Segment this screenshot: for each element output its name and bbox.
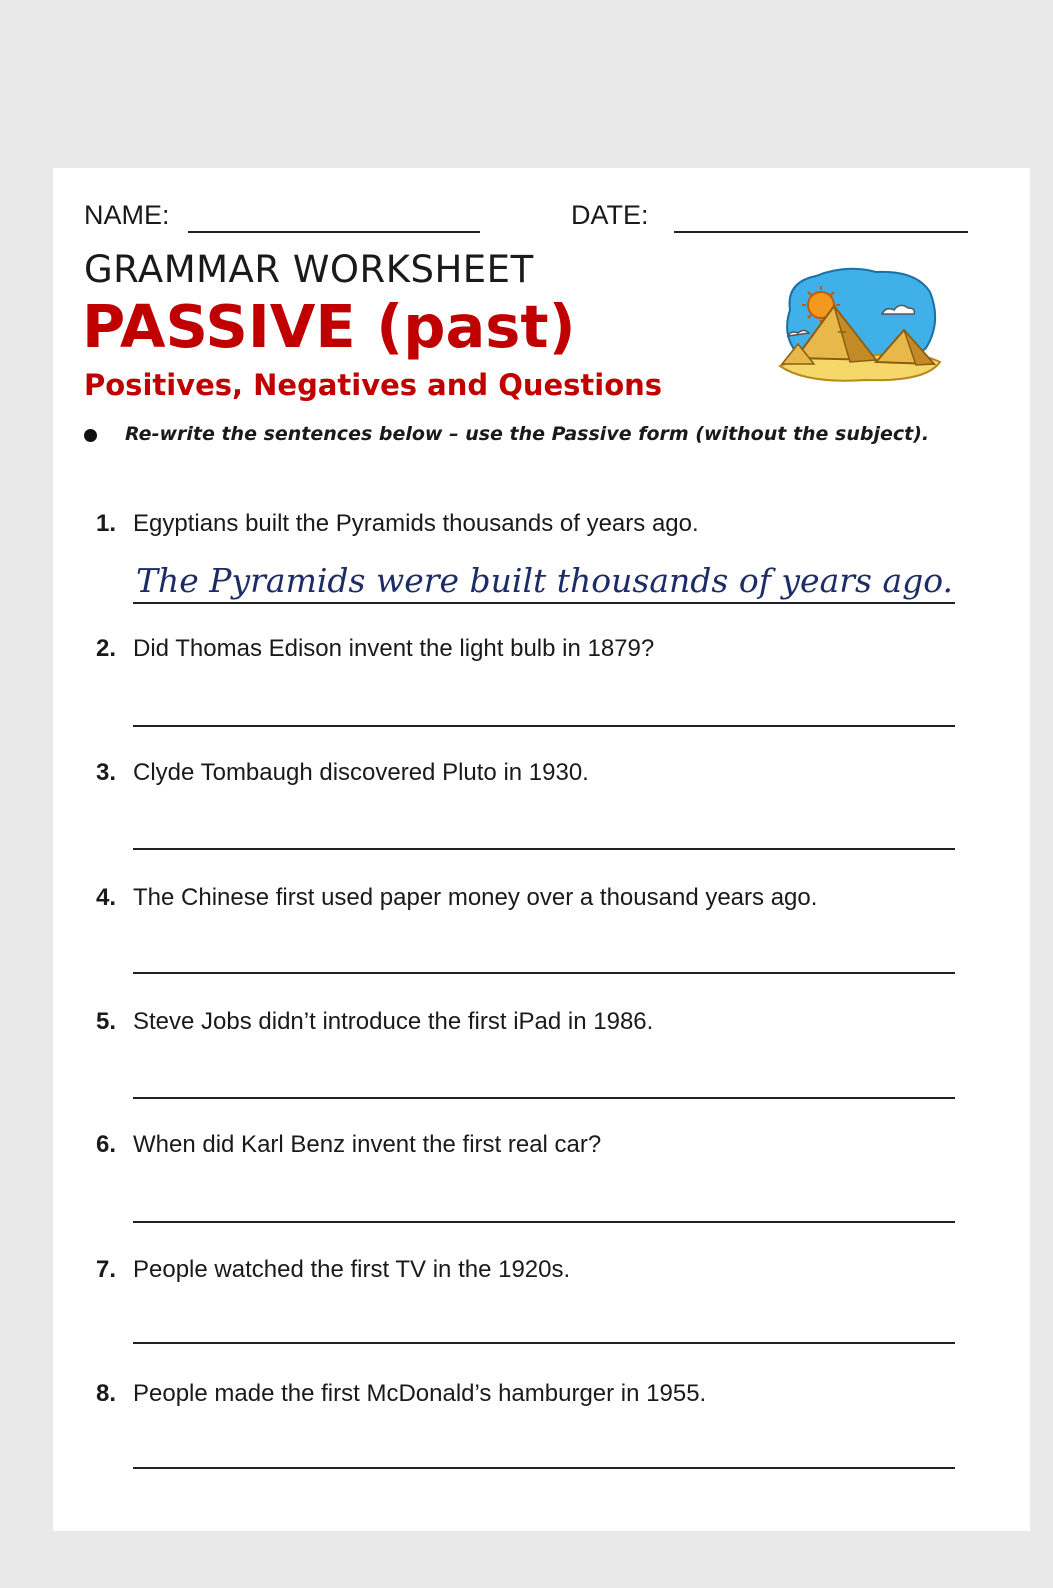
bullet-dot-icon <box>84 429 97 442</box>
main-title: PASSIVE (past) <box>82 292 576 361</box>
question-text: Steve Jobs didn’t introduce the first iPad in 1986. <box>133 1008 654 1035</box>
answer-line[interactable] <box>133 1342 955 1344</box>
question-number: 2. <box>96 635 117 662</box>
answer-line[interactable] <box>133 1097 955 1099</box>
question-text: Egyptians built the Pyramids thousands of years ago. <box>133 510 699 537</box>
answer-line[interactable] <box>133 725 955 727</box>
instruction <box>84 423 964 453</box>
subtitle: Positives, Negatives and Questions <box>84 368 663 402</box>
question-number: 6. <box>96 1131 117 1158</box>
header-row <box>84 200 964 234</box>
question-number: 4. <box>96 884 117 911</box>
answer-line[interactable] <box>133 1467 955 1469</box>
question-number: 1. <box>96 510 117 537</box>
example-answer: The Pyramids were built thousands of years ago. <box>136 561 954 600</box>
question-number: 7. <box>96 1256 117 1283</box>
name-field[interactable] <box>188 231 480 233</box>
worksheet-title: GRAMMAR WORKSHEET <box>84 248 534 291</box>
name-label: NAME: <box>84 200 170 230</box>
question-number: 5. <box>96 1008 117 1035</box>
worksheet-page <box>53 168 1030 1531</box>
question-text: People watched the first TV in the 1920s. <box>133 1256 571 1283</box>
pyramids-desert-icon <box>776 262 942 390</box>
answer-line[interactable] <box>133 972 955 974</box>
question-text: Clyde Tombaugh discovered Pluto in 1930. <box>133 759 589 786</box>
answer-line[interactable] <box>133 848 955 850</box>
date-label: DATE: <box>571 200 649 230</box>
question-text: The Chinese first used paper money over a thousand years ago. <box>133 884 818 911</box>
date-field[interactable] <box>674 231 968 233</box>
instruction-text: Re-write the sentences below – use the Passive form (without the subject). <box>125 423 930 445</box>
question-number: 8. <box>96 1380 117 1407</box>
question-number: 3. <box>96 759 117 786</box>
question-text: Did Thomas Edison invent the light bulb in 1879? <box>133 635 655 662</box>
question-text: People made the first McDonald’s hamburger in 1955. <box>133 1380 707 1407</box>
question-text: When did Karl Benz invent the first real car? <box>133 1131 602 1158</box>
answer-line[interactable] <box>133 602 955 604</box>
answer-line[interactable] <box>133 1221 955 1223</box>
